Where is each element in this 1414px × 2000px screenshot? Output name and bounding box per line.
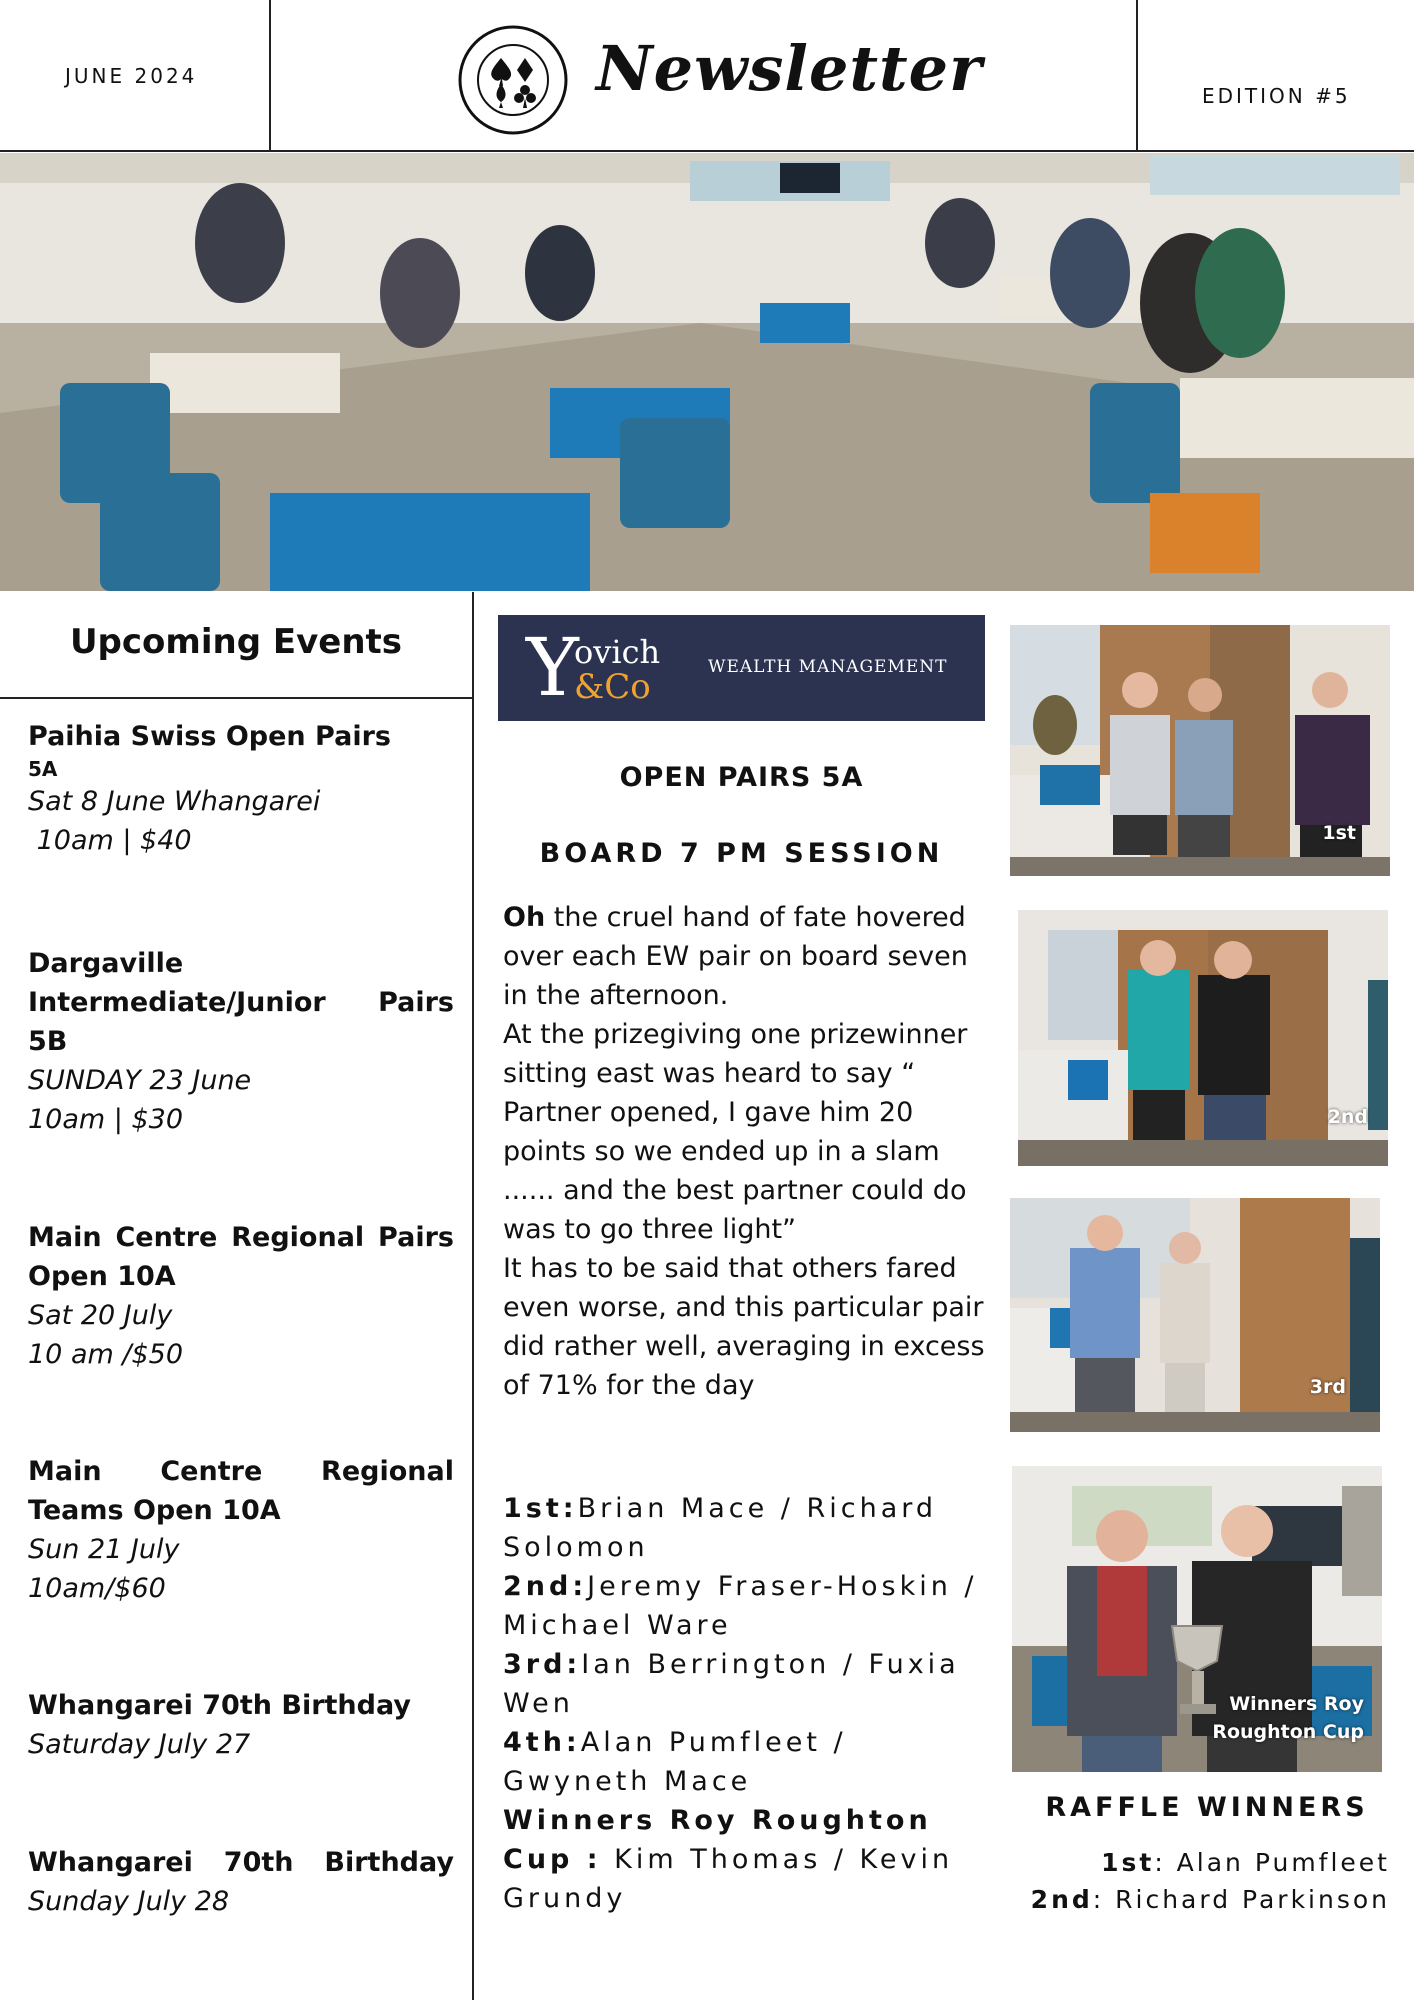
result-item (503, 1567, 983, 1645)
event-name-line: Open 10A (28, 1261, 176, 1292)
event-name (28, 1452, 454, 1530)
event-name (28, 1218, 454, 1296)
edition-number: EDITION #5 (1202, 84, 1351, 108)
article-heading: OPEN PAIRS 5A (619, 762, 864, 793)
event-date: SUNDAY 23 June (28, 1065, 252, 1096)
event-item (28, 1218, 454, 1374)
photo-caption: 3rd (1309, 1376, 1346, 1398)
event-name-line: Intermediate/Junior Pairs (28, 987, 454, 1018)
raffle-item (990, 1848, 1390, 1877)
club-room-photo (0, 153, 1414, 591)
result-place: 3rd: (503, 1649, 582, 1680)
event-name: Paihia Swiss Open Pairs (28, 721, 391, 752)
sponsor-tagline: WEALTH MANAGEMENT (708, 657, 948, 677)
first-place-photo (1010, 625, 1390, 876)
photo-caption: 1st (1322, 822, 1356, 844)
result-names: Kim Thomas / Kevin Grundy (503, 1844, 954, 1914)
result-item (503, 1645, 983, 1723)
event-date: Saturday July 27 (28, 1729, 251, 1760)
event-name-line: Main Centre Regional Pairs (28, 1222, 454, 1253)
photo-caption: 2nd (1327, 1106, 1368, 1128)
photo-caption (1212, 1690, 1364, 1746)
article-subheading: BOARD 7 PM SESSION (539, 838, 944, 869)
newsletter-header (0, 0, 1414, 152)
second-place-photo (1018, 910, 1388, 1166)
raffle-name: : Richard Parkinson (1092, 1885, 1390, 1914)
result-names: Brian Mace / Richard Solomon (503, 1493, 938, 1563)
raffle-name: : Alan Pumfleet (1154, 1848, 1390, 1877)
result-names: Alan Pumfleet / Gwyneth Mace (503, 1727, 847, 1797)
issue-date: JUNE 2024 (65, 64, 198, 88)
header-divider-right (1136, 0, 1138, 152)
event-grade: 5A (28, 757, 58, 781)
header-divider-left (269, 0, 271, 152)
results-list (503, 1489, 983, 1918)
raffle-item (990, 1885, 1390, 1914)
event-time-fee: 10am/$60 (28, 1573, 166, 1604)
result-item (503, 1801, 983, 1918)
result-place: 4th: (503, 1727, 581, 1758)
lead-word: Oh (503, 902, 546, 933)
raffle-place: 2nd (1030, 1885, 1093, 1914)
article-paragraph: At the prizegiving one prizewinner sitting east was heard to say “ Partner opened, I gave him 20 points so we ended up in a slam ...... and the best partner could do was to go three light” (503, 1019, 968, 1245)
events-heading-rule (0, 697, 473, 699)
sponsor-logo-co: &Co (574, 667, 651, 707)
event-date: Sun 21 July (28, 1534, 180, 1565)
event-item (28, 1843, 454, 1921)
event-name-line: Main Centre Regional (28, 1456, 454, 1487)
result-place: 2nd: (503, 1571, 588, 1602)
event-name (28, 944, 454, 1061)
raffle-place: 1st (1101, 1848, 1155, 1877)
event-item (28, 944, 454, 1139)
event-item (28, 1686, 454, 1764)
event-name: Whangarei 70th Birthday (28, 1847, 454, 1878)
event-name-line: Dargaville (28, 948, 184, 979)
newsletter-title: Newsletter (596, 32, 983, 105)
result-names: Jeremy Fraser-Hoskin / Michael Ware (503, 1571, 978, 1641)
paragraph-text: the cruel hand of fate hovered over each EW pair on board seven in the afternoon. (503, 902, 968, 1011)
third-place-photo (1010, 1198, 1380, 1432)
photo-caption-line: Winners Roy (1229, 1693, 1364, 1715)
event-name: Whangarei 70th Birthday (28, 1690, 411, 1721)
cup-winners-photo (1012, 1466, 1382, 1772)
result-names: Ian Berrington / Fuxia Wen (503, 1649, 960, 1719)
event-name-line: 5B (28, 1026, 68, 1057)
result-item (503, 1723, 983, 1801)
result-item (503, 1489, 983, 1567)
article-paragraph (503, 898, 993, 1015)
upcoming-events-heading: Upcoming Events (69, 622, 403, 662)
event-date: Sat 20 July (28, 1300, 173, 1331)
sponsor-logo-y: Y (526, 621, 579, 714)
result-place: Winners Roy Roughton Cup : (503, 1805, 932, 1875)
event-time-fee: 10am | $40 (28, 825, 192, 856)
sponsor-banner[interactable] (498, 615, 985, 721)
event-date: Sunday July 28 (28, 1886, 230, 1917)
event-date: Sat 8 June Whangarei (28, 786, 321, 817)
raffle-heading: RAFFLE WINNERS (1045, 1792, 1369, 1823)
club-logo (457, 24, 569, 136)
photo-caption-line: Roughton Cup (1212, 1721, 1364, 1743)
event-name-line: Teams Open 10A (28, 1495, 281, 1526)
event-item (28, 717, 454, 860)
result-place: 1st: (503, 1493, 578, 1524)
event-time-fee: 10 am /$50 (28, 1339, 183, 1370)
column-divider (472, 592, 474, 2000)
article-body (503, 898, 993, 1405)
event-time-fee: 10am | $30 (28, 1104, 183, 1135)
article-paragraph: It has to be said that others fared even worse, and this particular pair did rather well, averaging in excess of 71% for the day (503, 1253, 985, 1401)
sponsor-logo-ovich: ovich (574, 633, 661, 671)
event-item (28, 1452, 454, 1608)
